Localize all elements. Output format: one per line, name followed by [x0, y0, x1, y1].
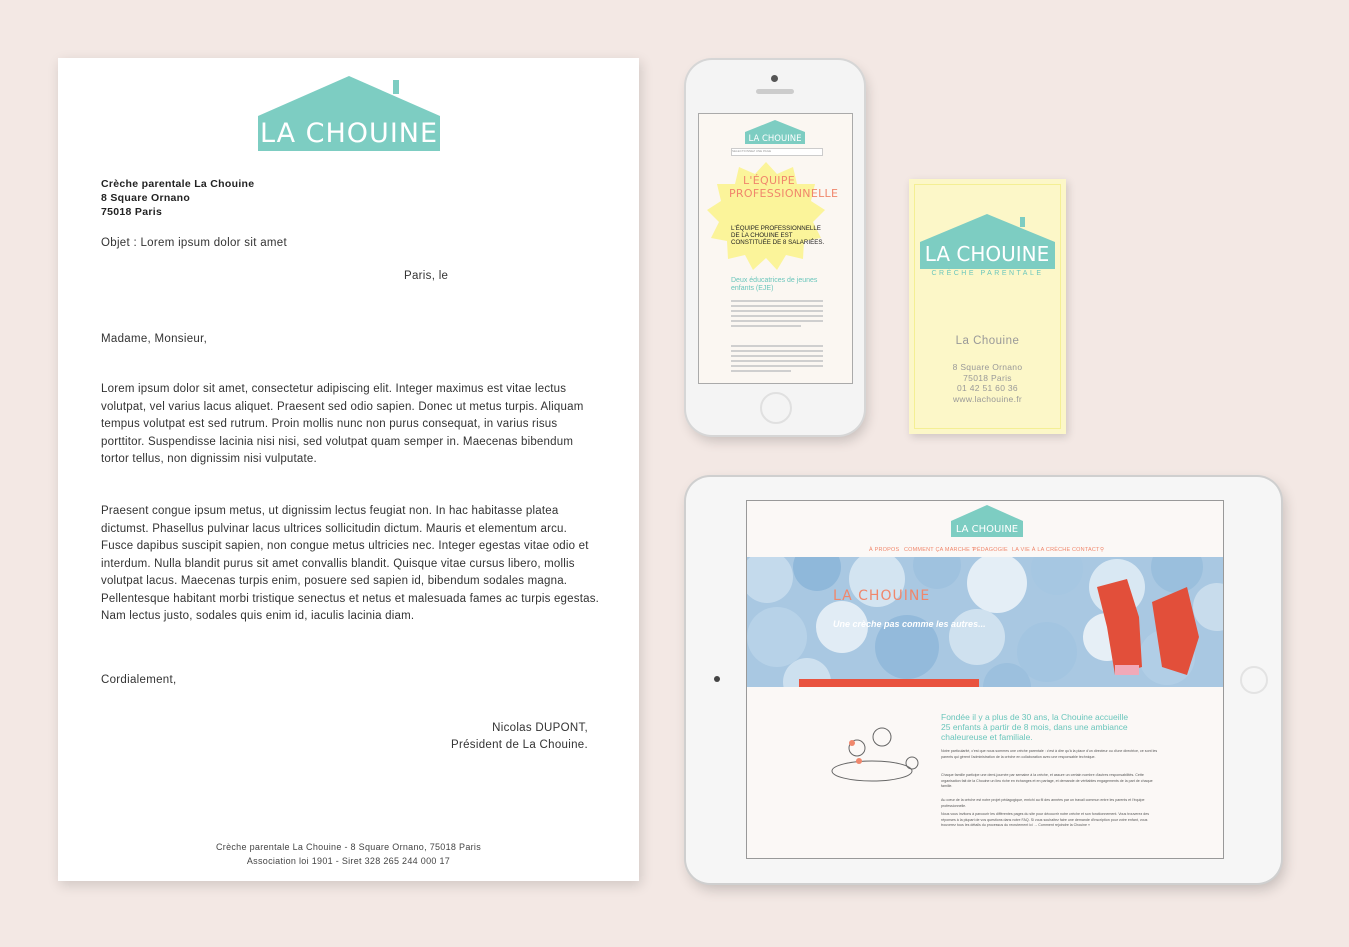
text-line	[731, 365, 823, 367]
nav-item-a-propos[interactable]: À PROPOS	[869, 547, 900, 553]
tablet-paragraph-2: Chaque famille participe une demi-journée par semaine à la crèche, et assure un certain nombre d'autres responsabilités. Cette organisation fait de la Chouine un lieu riche en échanges et en partage, et demande de véritables engagements de la part de chaque famille.	[941, 773, 1153, 788]
letter-subject: Objet : Lorem ipsum dolor sit amet	[101, 237, 287, 249]
text-line	[731, 370, 791, 372]
phone-home-button[interactable]	[760, 392, 792, 424]
nav-item-contact[interactable]: CONTACT	[1072, 547, 1100, 553]
page-select-dropdown[interactable]: SELECTIONNEZ UNE PAGE	[731, 148, 823, 156]
svg-text:LA CHOUINE: LA CHOUINE	[955, 524, 1019, 535]
card-contact	[909, 362, 1066, 404]
tablet-paragraph-1: Notre particularité, c'est que nous sommes une crèche parentale : c'est à dire qu'à la place d'un directeur ou d'une directrice, ce sont les parents qui gèrent l'administration de la crèche en collaboration avec une responsable technique.	[941, 749, 1158, 759]
text-line	[731, 345, 823, 347]
text-line	[731, 310, 823, 312]
sender-street: 8 Square Ornano	[101, 192, 191, 204]
card-name: La Chouine	[955, 335, 1020, 347]
tablet-mockup	[686, 477, 1281, 883]
letterhead-logo	[258, 76, 440, 151]
card-city: 75018 Paris	[963, 372, 1012, 383]
svg-text:LA CHOUINE: LA CHOUINE	[259, 118, 439, 149]
card-tagline: CRÈCHE PARENTALE	[931, 270, 1044, 277]
phone-page-title: L'ÉQUIPE PROFESSIONNELLE	[729, 174, 839, 200]
letter-salutation: Madame, Monsieur,	[101, 333, 208, 345]
phone-subheading: Deux éducatrices de jeunes enfants (EJE)	[731, 277, 818, 292]
card-street: 8 Square Ornano	[952, 362, 1023, 372]
card-logo	[920, 214, 1055, 269]
letter-paragraph-1: Lorem ipsum dolor sit amet, consectetur adipiscing elit. Integer maximus est vitae lectus volutpat, vel varius lacus aliquet. Praesent sed odio sapien. Donec ut metus turpis. Aliquam tempus volutpat est sed rutrum. Proin mollis nunc non purus consequat, in varius risus porttitor. Suspendisse lacinia nisi nisi, sed volutpat quam semper in. Maecenas bibendum tortor tellus, non dignissim nisi vulputate.	[101, 383, 584, 465]
sender-city: 75018 Paris	[101, 206, 163, 218]
tablet-camera	[714, 676, 720, 682]
tablet-heading: Fondée il y a plus de 30 ans, la Chouine accueille 25 enfants à partir de 8 mois, dans une ambiance chaleureuse et familiale.	[941, 712, 1129, 742]
nav-item-vie-creche[interactable]: LA VIE À LA CRÈCHE	[1012, 547, 1071, 553]
text-line	[731, 355, 823, 357]
letter-signature	[451, 720, 588, 754]
text-line	[731, 300, 823, 302]
hero-title: LA CHOUINE	[833, 588, 931, 604]
hero-banner	[747, 557, 1223, 687]
hero-tagline: Une crèche pas comme les autres...	[833, 619, 986, 629]
business-card	[909, 179, 1066, 434]
tablet-screen	[746, 500, 1224, 859]
card-website: www.lachouine.fr	[952, 393, 1023, 404]
phone-mockup	[686, 60, 864, 435]
letter-date: Paris, le	[404, 270, 449, 282]
phone-camera	[771, 75, 778, 82]
tablet-paragraph-3: Au cœur de la crèche est notre projet pédagogique, enrichi au fil des années par un travail commun entre les parents et l'équipe professionnelle.	[941, 798, 1145, 808]
text-line	[731, 350, 823, 352]
signer-title: Président de La Chouine.	[451, 739, 588, 751]
search-icon[interactable]: ⚲	[1100, 547, 1105, 553]
letter-closing: Cordialement,	[101, 674, 177, 686]
tablet-logo	[951, 505, 1023, 537]
sender-name: Crèche parentale La Chouine	[101, 178, 255, 190]
footer-line-2: Association loi 1901 - Siret 328 265 244 000 17	[246, 856, 451, 866]
letter-paragraph-2: Praesent congue ipsum metus, ut dignissim lectus feugiat non. In hac habitasse platea dictumst. Phasellus pulvinar lacus ultrices sollicitudin dictum. Mauris et elementum arcu. Fusce dapibus suscipit sapien, non congue metus ultricies nec. Integer egestas vitae odio et interdum. Nulla blandit purus sit amet convallis blandit. Quisque vitae cursus libero, mollis volutpat lacus. Maecenas turpis enim, posuere sed sapien id, bibendum sodales magna. Pellentesque habitant morbi tristique senectus et netus et malesuada fames ac turpis egestas. Nam lectus justo, sodales quis enim id, iaculis lacinia diam.	[101, 505, 600, 622]
text-line	[731, 315, 823, 317]
letter-footer	[58, 840, 639, 868]
nav-item-comment-ca-marche[interactable]: COMMENT ÇA MARCHE ?	[904, 547, 975, 553]
svg-text:LA CHOUINE: LA CHOUINE	[748, 134, 802, 144]
tablet-home-button[interactable]	[1240, 666, 1268, 694]
svg-text:LA CHOUINE: LA CHOUINE	[924, 242, 1050, 266]
nav-item-pedagogie[interactable]: PÉDAGOGIE	[973, 547, 1008, 553]
children-illustration	[827, 723, 937, 793]
phone-intro-text: L'ÉQUIPE PROFESSIONNELLE DE LA CHOUINE EST CONSTITUÉE DE 8 SALARIÉES.	[731, 225, 825, 246]
text-line	[731, 360, 823, 362]
phone-logo	[745, 120, 805, 144]
sender-address	[101, 177, 254, 219]
letterhead-page	[58, 58, 639, 881]
card-phone: 01 42 51 60 36	[957, 383, 1018, 393]
text-line	[731, 305, 823, 307]
tablet-paragraph-4: Nous vous invitons à parcourir les différentes pages du site pour découvrir notre crèche et son fonctionnement. Vous trouverez des réponses à la plupart de vos questions dans notre FAQ. Si vous souhaitez faire une demande d'inscription pour votre enfant, vous trouverez tous les détails du processus du recrutement ici → Comment rejoindre la Chouine »	[941, 812, 1150, 827]
text-line	[731, 325, 801, 327]
footer-line-1: Crèche parentale La Chouine - 8 Square Ornano, 75018 Paris	[215, 842, 482, 852]
text-line	[731, 320, 823, 322]
signer-name: Nicolas DUPONT,	[492, 722, 588, 734]
tablet-nav	[747, 547, 1223, 557]
phone-speaker	[756, 89, 794, 94]
phone-screen	[698, 113, 853, 384]
